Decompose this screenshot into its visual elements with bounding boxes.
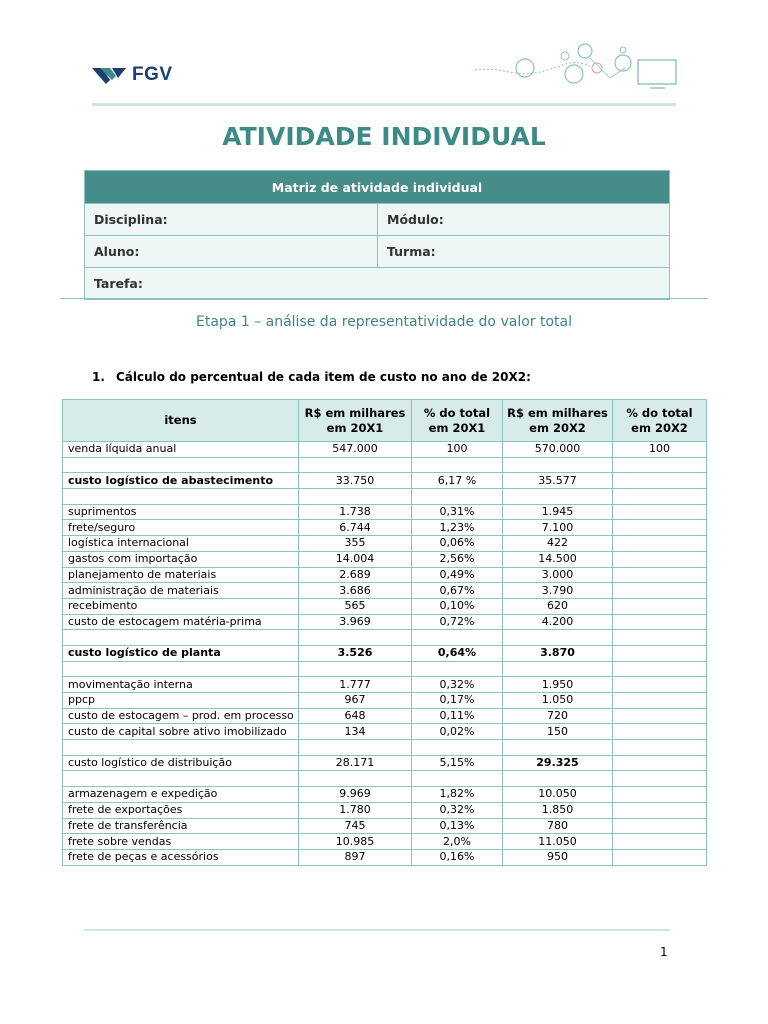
cell-percent-20x2[interactable] [613,567,707,583]
table-row [63,787,707,803]
cell-percent-20x2[interactable] [613,457,707,473]
header-value-20x1: R$ em milhares em 20X1 [299,400,412,442]
question-number: 1. [92,370,105,384]
table-row [63,834,707,850]
cell-value-20x2[interactable]: 3.790 [503,583,613,599]
cell-percent-20x1[interactable]: 0,10% [412,598,503,614]
cell-percent-20x2[interactable] [613,583,707,599]
cell-item[interactable]: frete/seguro [63,520,299,536]
cell-percent-20x1[interactable] [412,740,503,756]
cell-percent-20x1[interactable]: 1,82% [412,787,503,803]
cell-value-20x1[interactable] [299,661,412,677]
cell-value-20x2[interactable]: 4.200 [503,614,613,630]
table-row [63,630,707,646]
cell-item[interactable]: gastos com importação [63,551,299,567]
cell-percent-20x1[interactable]: 0,02% [412,724,503,740]
technology-illustration-icon [470,38,680,98]
cell-value-20x2[interactable]: 1.850 [503,802,613,818]
cell-value-20x1[interactable]: 33.750 [299,473,412,489]
cell-percent-20x2[interactable] [613,536,707,552]
cell-percent-20x2[interactable] [613,504,707,520]
table-row [63,740,707,756]
cell-percent-20x1[interactable]: 0,17% [412,693,503,709]
table-row [63,598,707,614]
cell-percent-20x1[interactable] [412,457,503,473]
cell-value-20x1[interactable] [299,489,412,505]
cell-percent-20x1[interactable]: 100 [412,442,503,458]
cell-percent-20x1[interactable]: 6,17 % [412,473,503,489]
cell-item[interactable] [63,740,299,756]
cell-value-20x1[interactable]: 1.738 [299,504,412,520]
cell-value-20x2[interactable] [503,630,613,646]
cell-value-20x2[interactable] [503,740,613,756]
cell-value-20x2[interactable] [503,489,613,505]
section-subtitle: Etapa 1 – análise da representatividade do valor total [196,314,572,330]
question-text: Cálculo do percentual de cada item de custo no ano de 20X2: [116,370,531,384]
table-row [63,504,707,520]
cell-percent-20x1[interactable] [412,489,503,505]
cell-item[interactable]: frete de peças e acessórios [63,849,299,865]
cell-value-20x1[interactable]: 10.985 [299,834,412,850]
cell-percent-20x2[interactable] [613,598,707,614]
cell-value-20x1[interactable] [299,457,412,473]
turma-field[interactable]: Turma: [378,236,670,268]
table-row [63,661,707,677]
cell-value-20x2[interactable] [503,661,613,677]
cell-value-20x2[interactable]: 1.945 [503,504,613,520]
cell-item[interactable] [63,661,299,677]
cell-value-20x2[interactable]: 14.500 [503,551,613,567]
cell-percent-20x2[interactable] [613,614,707,630]
cell-value-20x1[interactable]: 3.526 [299,645,412,661]
cell-value-20x2[interactable]: 422 [503,536,613,552]
cell-item[interactable] [63,771,299,787]
cell-item[interactable]: custo de estocagem matéria-prima [63,614,299,630]
cell-value-20x2[interactable]: 3.000 [503,567,613,583]
cell-value-20x1[interactable]: 355 [299,536,412,552]
cell-percent-20x2[interactable] [613,740,707,756]
cell-value-20x1[interactable]: 3.686 [299,583,412,599]
cell-value-20x2[interactable]: 150 [503,724,613,740]
cell-item[interactable]: movimentação interna [63,677,299,693]
table-row [63,693,707,709]
table-row [63,802,707,818]
cell-value-20x1[interactable]: 745 [299,818,412,834]
table-row [63,520,707,536]
cell-value-20x1[interactable]: 3.969 [299,614,412,630]
cell-percent-20x2[interactable] [613,849,707,865]
cell-value-20x1[interactable]: 28.171 [299,755,412,771]
cell-value-20x2[interactable]: 35.577 [503,473,613,489]
header-divider [92,103,676,106]
cell-value-20x1[interactable] [299,771,412,787]
cell-item[interactable]: logística internacional [63,536,299,552]
cell-item[interactable]: custo de estocagem – prod. em processo [63,708,299,724]
cell-item[interactable]: ppcp [63,693,299,709]
activity-matrix [84,170,670,300]
cell-value-20x1[interactable]: 967 [299,693,412,709]
table-row [63,583,707,599]
cell-value-20x1[interactable]: 565 [299,598,412,614]
cell-item[interactable]: recebimento [63,598,299,614]
table-row [63,849,707,865]
cell-item[interactable]: custo logístico de distribuição [63,755,299,771]
cost-table [62,399,707,866]
header-percent-20x1: % do total em 20X1 [412,400,503,442]
cell-percent-20x2[interactable] [613,630,707,646]
table-row [63,536,707,552]
table-row [63,442,707,458]
cell-item[interactable] [63,489,299,505]
cell-percent-20x2[interactable] [613,551,707,567]
cost-table-body [63,442,707,866]
cell-value-20x1[interactable] [299,740,412,756]
cell-value-20x1[interactable]: 547.000 [299,442,412,458]
cell-percent-20x2[interactable] [613,489,707,505]
modulo-field[interactable]: Módulo: [378,204,670,236]
cell-percent-20x2[interactable] [613,834,707,850]
cell-percent-20x2[interactable] [613,708,707,724]
cell-percent-20x2[interactable] [613,677,707,693]
cell-percent-20x2[interactable] [613,755,707,771]
cell-item[interactable] [63,457,299,473]
disciplina-field[interactable]: Disciplina: [85,204,378,236]
cell-item[interactable]: custo logístico de abastecimento [63,473,299,489]
cell-percent-20x1[interactable]: 0,13% [412,818,503,834]
tarefa-field[interactable]: Tarefa: [85,268,670,300]
table-header-row [63,400,707,442]
cell-percent-20x2[interactable] [613,818,707,834]
cell-percent-20x1[interactable]: 0,31% [412,504,503,520]
table-row [63,724,707,740]
cell-value-20x2[interactable]: 950 [503,849,613,865]
page-number: 1 [660,945,668,959]
table-row [63,755,707,771]
cell-item[interactable]: custo de capital sobre ativo imobilizado [63,724,299,740]
cell-value-20x1[interactable]: 1.777 [299,677,412,693]
cell-percent-20x1[interactable]: 0,11% [412,708,503,724]
cell-value-20x1[interactable]: 134 [299,724,412,740]
cell-value-20x2[interactable]: 570.000 [503,442,613,458]
cell-value-20x2[interactable]: 780 [503,818,613,834]
cell-value-20x2[interactable]: 10.050 [503,787,613,803]
cell-value-20x1[interactable]: 9.969 [299,787,412,803]
cell-percent-20x2[interactable] [613,787,707,803]
table-row [63,818,707,834]
matrix-header: Matriz de atividade individual [85,171,670,204]
table-row [63,645,707,661]
cell-item[interactable]: armazenagem e expedição [63,787,299,803]
footer-divider [84,929,670,931]
cell-item[interactable]: suprimentos [63,504,299,520]
cell-percent-20x1[interactable] [412,771,503,787]
table-row [63,567,707,583]
table-row [63,708,707,724]
cell-percent-20x1[interactable]: 0,16% [412,849,503,865]
table-row [63,457,707,473]
cell-percent-20x1[interactable]: 2,56% [412,551,503,567]
cell-percent-20x1[interactable]: 5,15% [412,755,503,771]
cell-item[interactable]: frete sobre vendas [63,834,299,850]
cell-value-20x1[interactable]: 1.780 [299,802,412,818]
cell-percent-20x2[interactable] [613,724,707,740]
question-heading [92,370,531,384]
cell-value-20x2[interactable] [503,457,613,473]
cell-percent-20x2[interactable]: 100 [613,442,707,458]
fgv-logo-mark-icon [92,66,128,84]
cell-percent-20x1[interactable] [412,661,503,677]
cell-percent-20x2[interactable] [613,693,707,709]
cell-percent-20x1[interactable]: 0,67% [412,583,503,599]
cell-percent-20x2[interactable] [613,645,707,661]
table-row [63,551,707,567]
table-row [63,771,707,787]
cell-value-20x1[interactable]: 897 [299,849,412,865]
fgv-logo [92,64,173,86]
cell-item[interactable]: frete de transferência [63,818,299,834]
header-value-20x2: R$ em milhares em 20X2 [503,400,613,442]
cell-percent-20x1[interactable]: 2,0% [412,834,503,850]
cell-value-20x2[interactable]: 11.050 [503,834,613,850]
cell-percent-20x1[interactable]: 0,32% [412,802,503,818]
cell-value-20x1[interactable] [299,630,412,646]
header-percent-20x2: % do total em 20X2 [613,400,707,442]
cell-value-20x2[interactable]: 7.100 [503,520,613,536]
cell-value-20x1[interactable]: 648 [299,708,412,724]
cell-value-20x2[interactable]: 29.325 [503,755,613,771]
cell-percent-20x1[interactable]: 0,06% [412,536,503,552]
cell-percent-20x1[interactable] [412,630,503,646]
aluno-field[interactable]: Aluno: [85,236,378,268]
cell-value-20x2[interactable]: 620 [503,598,613,614]
cell-percent-20x1[interactable]: 0,64% [412,645,503,661]
header-itens: itens [63,400,299,442]
cell-percent-20x2[interactable] [613,771,707,787]
table-row [63,489,707,505]
cell-percent-20x1[interactable]: 1,23% [412,520,503,536]
cell-value-20x2[interactable]: 720 [503,708,613,724]
table-row [63,473,707,489]
table-row [63,677,707,693]
fgv-logo-text: FGV [132,64,173,85]
cell-item[interactable]: venda líquida anual [63,442,299,458]
cell-value-20x2[interactable]: 3.870 [503,645,613,661]
table-row [63,614,707,630]
cell-percent-20x2[interactable] [613,520,707,536]
page-title: ATIVIDADE INDIVIDUAL [222,122,546,151]
cell-item[interactable] [63,630,299,646]
matrix-divider [60,298,708,299]
cell-percent-20x1[interactable]: 0,49% [412,567,503,583]
cell-value-20x1[interactable]: 14.004 [299,551,412,567]
cell-item[interactable]: administração de materiais [63,583,299,599]
cell-percent-20x1[interactable]: 0,32% [412,677,503,693]
cell-item[interactable]: custo logístico de planta [63,645,299,661]
cell-percent-20x2[interactable] [613,473,707,489]
cell-value-20x2[interactable] [503,771,613,787]
cell-value-20x2[interactable]: 1.050 [503,693,613,709]
cell-value-20x1[interactable]: 2.689 [299,567,412,583]
cell-item[interactable]: planejamento de materiais [63,567,299,583]
cell-value-20x2[interactable]: 1.950 [503,677,613,693]
cell-percent-20x1[interactable]: 0,72% [412,614,503,630]
cell-percent-20x2[interactable] [613,802,707,818]
cell-percent-20x2[interactable] [613,661,707,677]
cell-item[interactable]: frete de exportações [63,802,299,818]
cell-value-20x1[interactable]: 6.744 [299,520,412,536]
